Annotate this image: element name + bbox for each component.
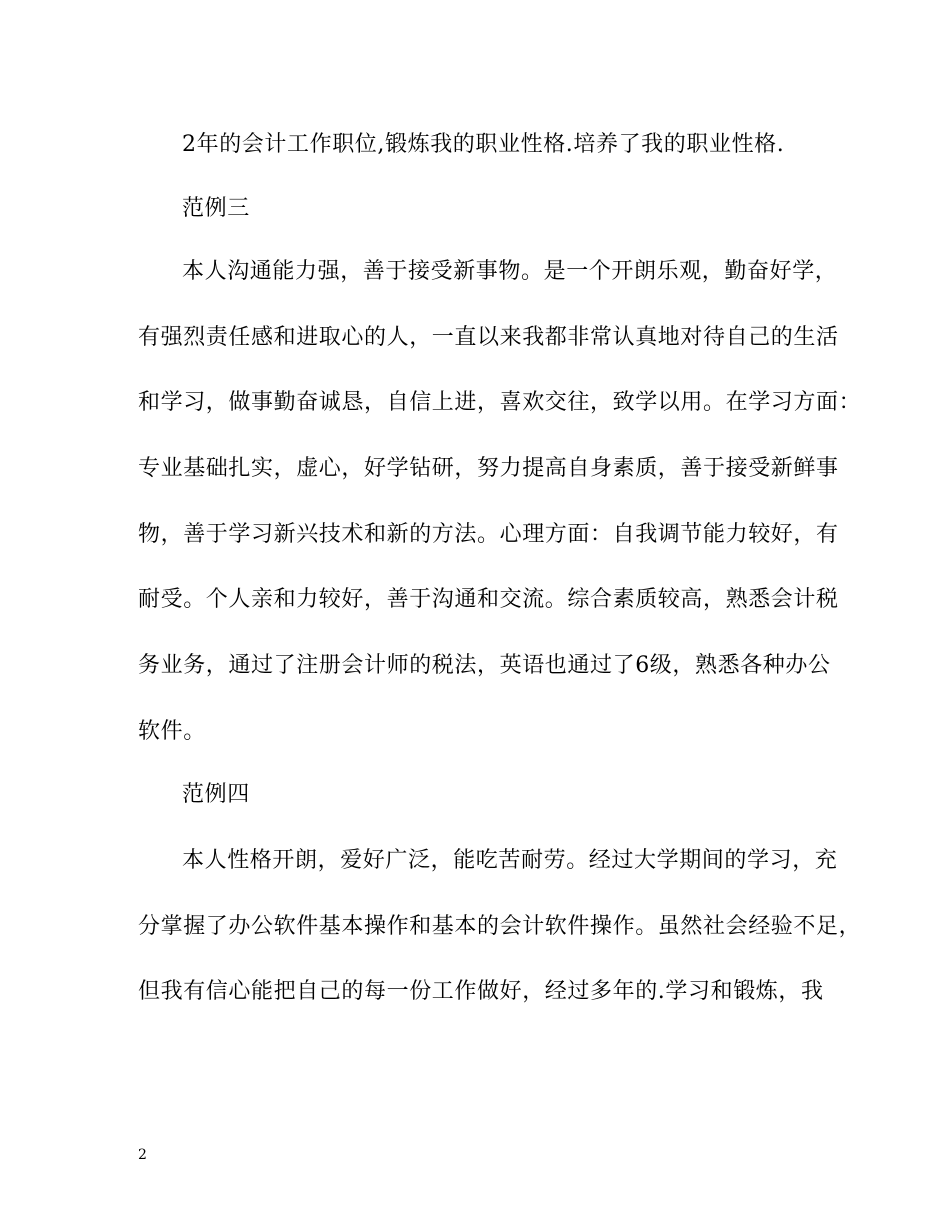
text-line: 但我有信心能把自己的每一份工作做好，经过多年的.学习和锻炼，我 bbox=[138, 979, 824, 1004]
text-line: 有强烈责任感和进取心的人，一直以来我都非常认真地对待自己的生活 bbox=[138, 325, 839, 350]
text-line: 本人沟通能力强，善于接受新事物。是一个开朗乐观，勤奋好学， bbox=[182, 259, 838, 284]
page-number: 2 bbox=[138, 1147, 147, 1163]
text-line: 2年的会计工作职位,锻炼我的职业性格.培养了我的职业性格. bbox=[182, 132, 785, 157]
text-line: 务业务，通过了注册会计师的税法，英语也通过了6级，熟悉各种办公 bbox=[138, 653, 831, 678]
text-line: 和学习，做事勤奋诚恳，自信上进，喜欢交往，致学以用。在学习方面： bbox=[138, 390, 862, 415]
text-line: 物，善于学习新兴技术和新的方法。心理方面：自我调节能力较好，有 bbox=[138, 522, 839, 547]
text-line: 专业基础扎实，虚心，好学钻研，努力提高自身素质，善于接受新鲜事 bbox=[138, 456, 839, 481]
text-line: 软件。 bbox=[138, 719, 206, 744]
section-heading: 范例三 bbox=[182, 196, 250, 221]
text-line: 分掌握了办公软件基本操作和基本的会计软件操作。虽然社会经验不足， bbox=[138, 914, 862, 939]
section-heading: 范例四 bbox=[182, 782, 250, 807]
text-line: 耐受。个人亲和力较好，善于沟通和交流。综合素质较高，熟悉会计税 bbox=[138, 587, 839, 612]
text-line: 本人性格开朗，爱好广泛，能吃苦耐劳。经过大学期间的学习，充 bbox=[182, 848, 838, 873]
